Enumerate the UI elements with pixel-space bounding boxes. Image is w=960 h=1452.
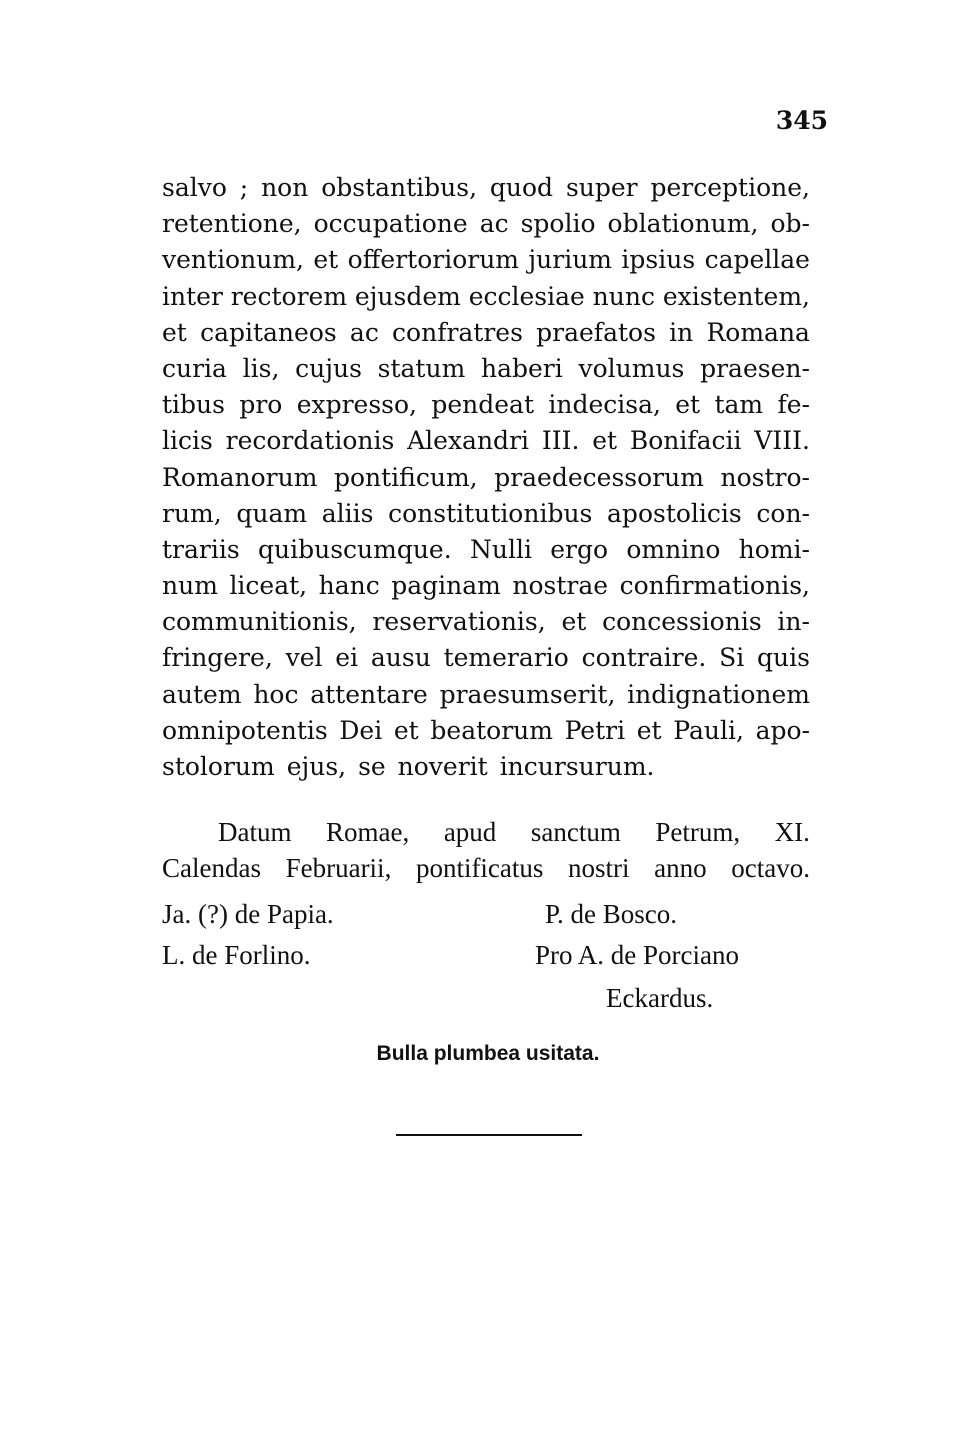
word: cujus [295, 353, 362, 383]
text-line [162, 749, 810, 785]
text-line [162, 640, 810, 676]
word: inter [162, 281, 223, 311]
word: con- [756, 498, 810, 528]
word: expresso, [296, 390, 417, 420]
word: confratres [392, 317, 523, 347]
word: Dei [339, 715, 383, 745]
word: Bonifacii [629, 426, 742, 456]
word: beatorum [430, 715, 553, 745]
word: oblationum, [607, 209, 759, 239]
word: et [675, 390, 701, 420]
word: homi- [738, 534, 810, 564]
word: noverit [397, 752, 488, 781]
signature-forlino: L. de Forlino. [162, 940, 311, 970]
signature-eckardus: Eckardus. [606, 983, 714, 1013]
word: stolorum [162, 752, 275, 781]
word: octavo. [731, 853, 810, 883]
word: volumus [578, 353, 685, 383]
text-line [162, 206, 810, 242]
word: pontificum, [333, 462, 478, 492]
word: communitionis, [162, 607, 357, 637]
word: offertoriorum [347, 245, 520, 275]
word: salvo [162, 173, 227, 202]
word: tibus [162, 390, 225, 420]
word: apostolicis [607, 498, 742, 528]
text-line [162, 568, 810, 604]
word: jurium [528, 245, 613, 275]
word: omnino [626, 534, 721, 564]
word: occupatione [313, 209, 468, 239]
word: praesen- [700, 353, 810, 383]
text-line [162, 713, 810, 749]
word: Romanorum [162, 462, 318, 492]
word: ; [239, 173, 249, 202]
word: hoc [253, 679, 299, 709]
word: et [162, 317, 187, 347]
word: Si [719, 643, 745, 673]
word: aliis [321, 498, 374, 528]
text-line [162, 170, 810, 206]
text-line [162, 677, 810, 713]
word: apo- [755, 715, 810, 745]
word: incursurum. [499, 752, 655, 781]
word: obstantibus, [321, 173, 478, 202]
word: lis, [242, 353, 280, 383]
word: quis [757, 643, 810, 673]
text-line [162, 423, 810, 459]
word: ac [349, 317, 379, 347]
word: fringere, [162, 643, 273, 673]
word: quam [236, 498, 308, 528]
word: Petrum, [655, 817, 741, 847]
word: pendeat [431, 390, 534, 420]
word: Alexandri [407, 426, 530, 456]
word: ob- [770, 209, 810, 239]
word: Nulli [469, 534, 532, 564]
word: num [162, 571, 218, 601]
word: paginam [391, 571, 501, 601]
word: praedecessorum [494, 462, 704, 492]
word: nostro- [720, 462, 810, 492]
word: tam [714, 390, 764, 420]
word: spolio [520, 209, 596, 239]
word: non [261, 173, 309, 202]
word: Calendas [162, 853, 261, 883]
word: licis [162, 426, 213, 456]
signature-porciano: Pro A. de Porciano [535, 940, 739, 970]
word: anno [654, 853, 707, 883]
word: VIII. [754, 426, 810, 456]
word: reservationis, [372, 607, 546, 637]
page-number: 345 [775, 106, 828, 135]
word: XI. [774, 817, 810, 847]
word: ergo [550, 534, 609, 564]
word: in- [777, 607, 810, 637]
datum-line [162, 850, 810, 886]
word: trariis [162, 534, 240, 564]
word: temerario [443, 643, 569, 673]
word: curia [162, 353, 227, 383]
word: confirmationis, [619, 571, 810, 601]
word: nunc [592, 281, 655, 311]
word: ei [335, 643, 359, 673]
word: apud [443, 817, 497, 847]
word: Februarii, [285, 853, 392, 883]
word: et [393, 715, 419, 745]
text-line [162, 242, 810, 278]
word: nostrae [512, 571, 609, 601]
body-text [162, 170, 810, 785]
word: pro [239, 390, 283, 420]
word: liceat, [229, 571, 308, 601]
word: Datum [218, 817, 292, 847]
text-line [162, 604, 810, 640]
word: ejus, [286, 752, 347, 781]
word: Pauli, [673, 715, 744, 745]
word: capitaneos [200, 317, 337, 347]
word: ipsius [621, 245, 696, 275]
word: Romae, [326, 817, 410, 847]
word: nostri [568, 853, 630, 883]
word: recordationis [225, 426, 395, 456]
text-line [162, 460, 810, 496]
word: III. [541, 426, 580, 456]
end-rule [396, 1134, 582, 1136]
datum-block [162, 814, 810, 886]
datum-line [162, 814, 810, 850]
word: in [669, 317, 694, 347]
text-line [162, 532, 810, 568]
word: ac [479, 209, 509, 239]
word: ausu [370, 643, 431, 673]
word: rum, [162, 498, 222, 528]
word: concessionis [602, 607, 762, 637]
word: ecclesiae [468, 281, 585, 311]
text-line [162, 387, 810, 423]
word: haberi [481, 353, 563, 383]
word: pontificatus [415, 853, 544, 883]
word: capellae [704, 245, 810, 275]
word: retentione, [162, 209, 302, 239]
word: constitutionibus [388, 498, 593, 528]
word: omnipotentis [162, 715, 328, 745]
word: praefatos [536, 317, 656, 347]
word: Petri [564, 715, 626, 745]
word: quod [489, 173, 554, 202]
word: statum [377, 353, 466, 383]
word: indignationem [627, 679, 810, 709]
word: Romana [706, 317, 810, 347]
word: autem [162, 679, 242, 709]
signature-bosco: P. de Bosco. [545, 899, 678, 929]
word: ejusdem [354, 281, 461, 311]
word: quibuscumque. [257, 534, 452, 564]
word: rectorem [230, 281, 348, 311]
text-line [162, 315, 810, 351]
word: et [592, 426, 618, 456]
signature-papia: Ja. (?) de Papia. [162, 899, 334, 929]
text-line [162, 351, 810, 387]
word: sanctum [530, 817, 621, 847]
word: attentare [310, 679, 428, 709]
word: contraire. [581, 643, 707, 673]
seal-note: Bulla plumbea usitata. [376, 1042, 600, 1065]
word: se [358, 752, 386, 781]
word: hanc [318, 571, 380, 601]
word: praesumserit, [439, 679, 616, 709]
word: existentem, [662, 281, 810, 311]
word: et [636, 715, 662, 745]
text-line [162, 496, 810, 532]
word: ventionum, [162, 245, 304, 275]
word: et [313, 245, 339, 275]
word: fe- [777, 390, 810, 420]
word: indecisa, [548, 390, 661, 420]
word: super [565, 173, 638, 202]
word: perceptione, [650, 173, 810, 202]
word: vel [285, 643, 323, 673]
text-line [162, 279, 810, 315]
word: et [561, 607, 587, 637]
